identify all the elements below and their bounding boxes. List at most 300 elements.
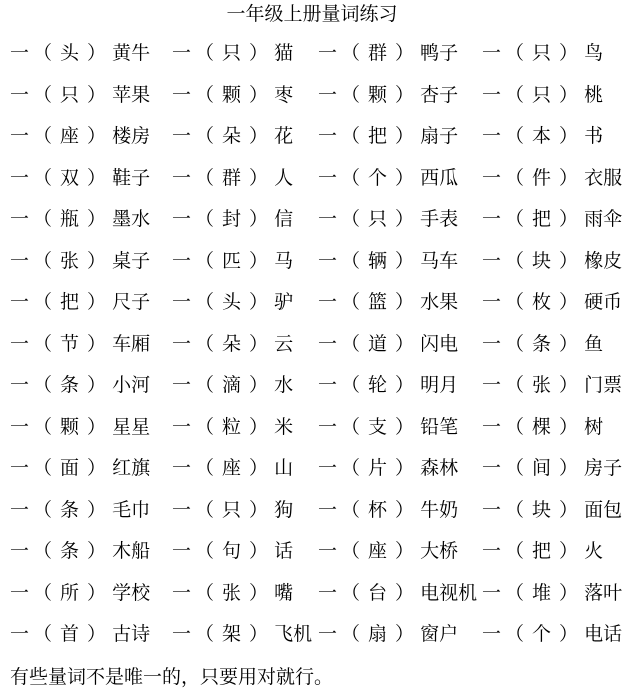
open-paren: （ bbox=[505, 291, 525, 313]
exercise-item bbox=[172, 246, 293, 276]
measure-word: 块 bbox=[532, 250, 552, 272]
noun-word: 电话 bbox=[584, 623, 623, 645]
noun-word: 学校 bbox=[112, 582, 151, 604]
exercise-row bbox=[0, 619, 624, 649]
close-paren: ） bbox=[395, 250, 415, 272]
open-paren: （ bbox=[341, 582, 361, 604]
noun-word: 苹果 bbox=[112, 84, 151, 106]
measure-word: 颗 bbox=[60, 416, 80, 438]
measure-word: 张 bbox=[532, 374, 552, 396]
numeral-prefix: 一 bbox=[482, 540, 502, 562]
noun-word: 墨水 bbox=[112, 208, 151, 230]
measure-word: 节 bbox=[60, 333, 80, 355]
close-paren: ） bbox=[249, 540, 269, 562]
close-paren: ） bbox=[559, 540, 579, 562]
open-paren: （ bbox=[341, 623, 361, 645]
open-paren: （ bbox=[505, 167, 525, 189]
measure-word: 滴 bbox=[222, 374, 242, 396]
measure-word: 条 bbox=[60, 499, 80, 521]
measure-word: 轮 bbox=[368, 374, 388, 396]
close-paren: ） bbox=[249, 333, 269, 355]
exercise-item bbox=[10, 80, 150, 110]
measure-word: 双 bbox=[60, 167, 80, 189]
close-paren: ） bbox=[87, 582, 107, 604]
open-paren: （ bbox=[33, 84, 53, 106]
numeral-prefix: 一 bbox=[482, 208, 502, 230]
numeral-prefix: 一 bbox=[10, 540, 30, 562]
close-paren: ） bbox=[395, 623, 415, 645]
exercise-item bbox=[10, 495, 150, 525]
noun-word: 水果 bbox=[420, 291, 459, 313]
exercise-item bbox=[172, 370, 293, 400]
measure-word: 句 bbox=[222, 540, 242, 562]
noun-word: 书 bbox=[584, 125, 604, 147]
close-paren: ） bbox=[249, 374, 269, 396]
numeral-prefix: 一 bbox=[318, 582, 338, 604]
numeral-prefix: 一 bbox=[318, 540, 338, 562]
numeral-prefix: 一 bbox=[10, 42, 30, 64]
exercise-item bbox=[172, 495, 293, 525]
measure-word: 支 bbox=[368, 416, 388, 438]
close-paren: ） bbox=[559, 208, 579, 230]
noun-word: 西瓜 bbox=[420, 167, 459, 189]
measure-word: 面 bbox=[60, 457, 80, 479]
measure-word: 只 bbox=[60, 84, 80, 106]
numeral-prefix: 一 bbox=[10, 125, 30, 147]
close-paren: ） bbox=[395, 125, 415, 147]
numeral-prefix: 一 bbox=[318, 457, 338, 479]
numeral-prefix: 一 bbox=[318, 333, 338, 355]
exercise-item bbox=[10, 619, 150, 649]
exercise-item bbox=[482, 246, 622, 276]
page-title: 一年级上册量词练习 bbox=[226, 3, 398, 25]
open-paren: （ bbox=[505, 499, 525, 521]
open-paren: （ bbox=[33, 250, 53, 272]
open-paren: （ bbox=[195, 291, 215, 313]
numeral-prefix: 一 bbox=[172, 42, 192, 64]
numeral-prefix: 一 bbox=[318, 416, 338, 438]
measure-word: 把 bbox=[368, 125, 388, 147]
close-paren: ） bbox=[559, 291, 579, 313]
open-paren: （ bbox=[505, 208, 525, 230]
noun-word: 花 bbox=[274, 125, 294, 147]
numeral-prefix: 一 bbox=[10, 84, 30, 106]
footer-note: 有些量词不是唯一的，只要用对就行。 bbox=[10, 666, 334, 688]
measure-word: 张 bbox=[222, 582, 242, 604]
exercise-item bbox=[482, 121, 603, 151]
noun-word: 树 bbox=[584, 416, 604, 438]
numeral-prefix: 一 bbox=[482, 416, 502, 438]
measure-word: 封 bbox=[222, 208, 242, 230]
exercise-item bbox=[482, 204, 622, 234]
measure-word: 座 bbox=[222, 457, 242, 479]
measure-word: 朵 bbox=[222, 125, 242, 147]
exercise-row bbox=[0, 578, 624, 608]
numeral-prefix: 一 bbox=[172, 623, 192, 645]
close-paren: ） bbox=[87, 540, 107, 562]
numeral-prefix: 一 bbox=[172, 333, 192, 355]
close-paren: ） bbox=[87, 42, 107, 64]
noun-word: 门票 bbox=[584, 374, 623, 396]
measure-word: 只 bbox=[368, 208, 388, 230]
measure-word: 枚 bbox=[532, 291, 552, 313]
noun-word: 杏子 bbox=[420, 84, 459, 106]
exercise-row bbox=[0, 38, 624, 68]
open-paren: （ bbox=[33, 208, 53, 230]
numeral-prefix: 一 bbox=[172, 250, 192, 272]
noun-word: 古诗 bbox=[112, 623, 151, 645]
numeral-prefix: 一 bbox=[482, 291, 502, 313]
exercise-item bbox=[482, 578, 622, 608]
open-paren: （ bbox=[195, 582, 215, 604]
open-paren: （ bbox=[341, 416, 361, 438]
numeral-prefix: 一 bbox=[482, 457, 502, 479]
exercise-row bbox=[0, 495, 624, 525]
noun-word: 电视机 bbox=[420, 582, 478, 604]
measure-word: 间 bbox=[532, 457, 552, 479]
exercise-item bbox=[318, 619, 458, 649]
close-paren: ） bbox=[559, 582, 579, 604]
measure-word: 颗 bbox=[222, 84, 242, 106]
open-paren: （ bbox=[33, 291, 53, 313]
close-paren: ） bbox=[87, 623, 107, 645]
measure-word: 座 bbox=[60, 125, 80, 147]
noun-word: 马 bbox=[274, 250, 294, 272]
noun-word: 雨伞 bbox=[584, 208, 623, 230]
exercise-item bbox=[318, 204, 458, 234]
numeral-prefix: 一 bbox=[318, 208, 338, 230]
measure-word: 群 bbox=[222, 167, 242, 189]
open-paren: （ bbox=[341, 42, 361, 64]
exercise-item bbox=[172, 453, 293, 483]
noun-word: 黄牛 bbox=[112, 42, 151, 64]
measure-word: 粒 bbox=[222, 416, 242, 438]
measure-word: 把 bbox=[532, 208, 552, 230]
open-paren: （ bbox=[505, 623, 525, 645]
exercise-item bbox=[318, 370, 458, 400]
noun-word: 明月 bbox=[420, 374, 459, 396]
open-paren: （ bbox=[195, 416, 215, 438]
open-paren: （ bbox=[341, 167, 361, 189]
numeral-prefix: 一 bbox=[318, 84, 338, 106]
noun-word: 扇子 bbox=[420, 125, 459, 147]
exercise-item bbox=[172, 619, 312, 649]
numeral-prefix: 一 bbox=[318, 623, 338, 645]
close-paren: ） bbox=[249, 291, 269, 313]
measure-word: 头 bbox=[60, 42, 80, 64]
open-paren: （ bbox=[195, 167, 215, 189]
exercise-item bbox=[172, 578, 293, 608]
numeral-prefix: 一 bbox=[318, 167, 338, 189]
close-paren: ） bbox=[395, 167, 415, 189]
exercise-item bbox=[482, 80, 603, 110]
noun-word: 鸭子 bbox=[420, 42, 459, 64]
noun-word: 马车 bbox=[420, 250, 459, 272]
numeral-prefix: 一 bbox=[10, 374, 30, 396]
open-paren: （ bbox=[195, 125, 215, 147]
exercise-item bbox=[318, 329, 458, 359]
exercise-row bbox=[0, 121, 624, 151]
exercise-item bbox=[482, 536, 603, 566]
measure-word: 台 bbox=[368, 582, 388, 604]
measure-word: 棵 bbox=[532, 416, 552, 438]
close-paren: ） bbox=[559, 457, 579, 479]
exercise-item bbox=[318, 287, 458, 317]
noun-word: 硬币 bbox=[584, 291, 623, 313]
noun-word: 信 bbox=[274, 208, 294, 230]
open-paren: （ bbox=[505, 416, 525, 438]
open-paren: （ bbox=[33, 457, 53, 479]
open-paren: （ bbox=[341, 125, 361, 147]
noun-word: 毛巾 bbox=[112, 499, 151, 521]
open-paren: （ bbox=[341, 291, 361, 313]
numeral-prefix: 一 bbox=[482, 125, 502, 147]
measure-word: 颗 bbox=[368, 84, 388, 106]
numeral-prefix: 一 bbox=[172, 208, 192, 230]
open-paren: （ bbox=[33, 167, 53, 189]
measure-word: 篮 bbox=[368, 291, 388, 313]
numeral-prefix: 一 bbox=[10, 250, 30, 272]
measure-word: 朵 bbox=[222, 333, 242, 355]
close-paren: ） bbox=[87, 499, 107, 521]
exercise-item bbox=[172, 536, 293, 566]
noun-word: 云 bbox=[274, 333, 294, 355]
noun-word: 飞机 bbox=[274, 623, 313, 645]
close-paren: ） bbox=[249, 582, 269, 604]
close-paren: ） bbox=[249, 416, 269, 438]
numeral-prefix: 一 bbox=[10, 457, 30, 479]
exercise-row bbox=[0, 246, 624, 276]
open-paren: （ bbox=[505, 457, 525, 479]
close-paren: ） bbox=[559, 333, 579, 355]
open-paren: （ bbox=[505, 540, 525, 562]
exercise-row bbox=[0, 80, 624, 110]
exercise-item bbox=[172, 412, 293, 442]
open-paren: （ bbox=[341, 499, 361, 521]
open-paren: （ bbox=[341, 208, 361, 230]
noun-word: 红旗 bbox=[112, 457, 151, 479]
exercise-item bbox=[172, 204, 293, 234]
noun-word: 人 bbox=[274, 167, 294, 189]
noun-word: 米 bbox=[274, 416, 294, 438]
open-paren: （ bbox=[341, 333, 361, 355]
close-paren: ） bbox=[249, 623, 269, 645]
exercise-item bbox=[482, 619, 622, 649]
close-paren: ） bbox=[559, 374, 579, 396]
open-paren: （ bbox=[505, 374, 525, 396]
numeral-prefix: 一 bbox=[318, 125, 338, 147]
exercise-item bbox=[10, 287, 150, 317]
numeral-prefix: 一 bbox=[482, 374, 502, 396]
noun-word: 落叶 bbox=[584, 582, 623, 604]
exercise-item bbox=[10, 204, 150, 234]
exercise-item bbox=[172, 38, 293, 68]
close-paren: ） bbox=[249, 84, 269, 106]
measure-word: 只 bbox=[222, 499, 242, 521]
exercise-row bbox=[0, 412, 624, 442]
numeral-prefix: 一 bbox=[172, 125, 192, 147]
open-paren: （ bbox=[505, 84, 525, 106]
measure-word: 块 bbox=[532, 499, 552, 521]
exercise-item bbox=[482, 453, 622, 483]
noun-word: 铅笔 bbox=[420, 416, 459, 438]
close-paren: ） bbox=[87, 208, 107, 230]
measure-word: 个 bbox=[368, 167, 388, 189]
close-paren: ） bbox=[395, 499, 415, 521]
exercise-item bbox=[482, 370, 622, 400]
exercise-row bbox=[0, 329, 624, 359]
close-paren: ） bbox=[249, 499, 269, 521]
numeral-prefix: 一 bbox=[482, 42, 502, 64]
open-paren: （ bbox=[195, 457, 215, 479]
open-paren: （ bbox=[341, 457, 361, 479]
exercise-row bbox=[0, 536, 624, 566]
close-paren: ） bbox=[395, 333, 415, 355]
exercise-item bbox=[10, 453, 150, 483]
exercise-item bbox=[482, 329, 603, 359]
open-paren: （ bbox=[195, 499, 215, 521]
open-paren: （ bbox=[195, 374, 215, 396]
measure-word: 头 bbox=[222, 291, 242, 313]
numeral-prefix: 一 bbox=[318, 291, 338, 313]
exercise-item bbox=[10, 370, 150, 400]
exercise-item bbox=[10, 412, 150, 442]
exercise-item bbox=[482, 38, 603, 68]
close-paren: ） bbox=[559, 623, 579, 645]
close-paren: ） bbox=[395, 582, 415, 604]
measure-word: 只 bbox=[532, 84, 552, 106]
exercise-item bbox=[172, 329, 293, 359]
open-paren: （ bbox=[341, 374, 361, 396]
numeral-prefix: 一 bbox=[10, 623, 30, 645]
noun-word: 手表 bbox=[420, 208, 459, 230]
noun-word: 橡皮 bbox=[584, 250, 623, 272]
measure-word: 首 bbox=[60, 623, 80, 645]
noun-word: 大桥 bbox=[420, 540, 459, 562]
exercise-item bbox=[482, 287, 622, 317]
open-paren: （ bbox=[341, 250, 361, 272]
open-paren: （ bbox=[195, 623, 215, 645]
numeral-prefix: 一 bbox=[172, 291, 192, 313]
numeral-prefix: 一 bbox=[10, 167, 30, 189]
exercise-item bbox=[172, 287, 293, 317]
measure-word: 本 bbox=[532, 125, 552, 147]
exercise-item bbox=[318, 578, 477, 608]
noun-word: 鱼 bbox=[584, 333, 604, 355]
exercise-item bbox=[318, 38, 458, 68]
close-paren: ） bbox=[87, 84, 107, 106]
open-paren: （ bbox=[505, 582, 525, 604]
open-paren: （ bbox=[195, 42, 215, 64]
open-paren: （ bbox=[505, 333, 525, 355]
exercise-row bbox=[0, 204, 624, 234]
measure-word: 瓶 bbox=[60, 208, 80, 230]
noun-word: 桌子 bbox=[112, 250, 151, 272]
numeral-prefix: 一 bbox=[318, 250, 338, 272]
measure-word: 条 bbox=[60, 374, 80, 396]
open-paren: （ bbox=[33, 333, 53, 355]
close-paren: ） bbox=[249, 167, 269, 189]
open-paren: （ bbox=[33, 125, 53, 147]
measure-word: 把 bbox=[60, 291, 80, 313]
exercise-item bbox=[318, 80, 458, 110]
exercise-item bbox=[10, 163, 150, 193]
measure-word: 辆 bbox=[368, 250, 388, 272]
exercise-item bbox=[10, 38, 150, 68]
close-paren: ） bbox=[395, 42, 415, 64]
noun-word: 木船 bbox=[112, 540, 151, 562]
close-paren: ） bbox=[249, 457, 269, 479]
exercise-row bbox=[0, 453, 624, 483]
numeral-prefix: 一 bbox=[318, 42, 338, 64]
numeral-prefix: 一 bbox=[482, 499, 502, 521]
noun-word: 嘴 bbox=[274, 582, 294, 604]
noun-word: 话 bbox=[274, 540, 294, 562]
numeral-prefix: 一 bbox=[482, 333, 502, 355]
exercise-item bbox=[10, 121, 150, 151]
close-paren: ） bbox=[559, 250, 579, 272]
measure-word: 件 bbox=[532, 167, 552, 189]
exercise-item bbox=[172, 163, 293, 193]
noun-word: 衣服 bbox=[584, 167, 623, 189]
measure-word: 扇 bbox=[368, 623, 388, 645]
exercise-item bbox=[482, 495, 622, 525]
close-paren: ） bbox=[87, 374, 107, 396]
noun-word: 山 bbox=[274, 457, 294, 479]
numeral-prefix: 一 bbox=[482, 623, 502, 645]
close-paren: ） bbox=[249, 42, 269, 64]
close-paren: ） bbox=[395, 540, 415, 562]
noun-word: 鸟 bbox=[584, 42, 604, 64]
exercise-item bbox=[172, 121, 293, 151]
noun-word: 狗 bbox=[274, 499, 294, 521]
open-paren: （ bbox=[33, 582, 53, 604]
numeral-prefix: 一 bbox=[482, 84, 502, 106]
exercise-row bbox=[0, 370, 624, 400]
close-paren: ） bbox=[395, 374, 415, 396]
noun-word: 面包 bbox=[584, 499, 623, 521]
close-paren: ） bbox=[559, 125, 579, 147]
numeral-prefix: 一 bbox=[482, 582, 502, 604]
exercise-item bbox=[318, 121, 458, 151]
exercise-item bbox=[10, 246, 150, 276]
numeral-prefix: 一 bbox=[172, 457, 192, 479]
exercise-item bbox=[318, 536, 458, 566]
exercise-item bbox=[10, 578, 150, 608]
open-paren: （ bbox=[33, 623, 53, 645]
open-paren: （ bbox=[195, 208, 215, 230]
numeral-prefix: 一 bbox=[172, 416, 192, 438]
open-paren: （ bbox=[195, 333, 215, 355]
measure-word: 杯 bbox=[368, 499, 388, 521]
close-paren: ） bbox=[395, 291, 415, 313]
exercise-row bbox=[0, 287, 624, 317]
numeral-prefix: 一 bbox=[172, 540, 192, 562]
close-paren: ） bbox=[87, 457, 107, 479]
numeral-prefix: 一 bbox=[172, 582, 192, 604]
measure-word: 条 bbox=[532, 333, 552, 355]
measure-word: 条 bbox=[60, 540, 80, 562]
close-paren: ） bbox=[395, 457, 415, 479]
numeral-prefix: 一 bbox=[318, 374, 338, 396]
noun-word: 楼房 bbox=[112, 125, 151, 147]
open-paren: （ bbox=[33, 42, 53, 64]
exercise-item bbox=[318, 246, 458, 276]
open-paren: （ bbox=[33, 416, 53, 438]
open-paren: （ bbox=[505, 42, 525, 64]
noun-word: 闪电 bbox=[420, 333, 459, 355]
close-paren: ） bbox=[395, 416, 415, 438]
